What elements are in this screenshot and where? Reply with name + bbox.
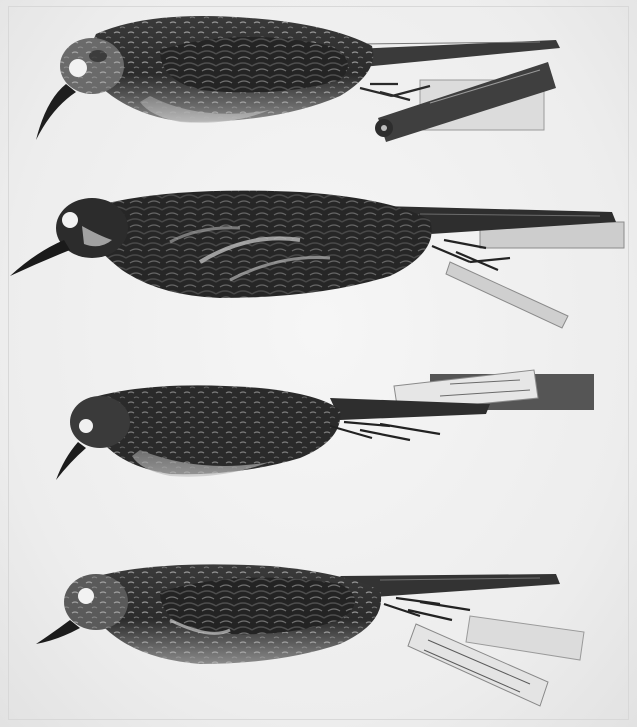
specimen-2: [10, 191, 624, 328]
specimen-4: [36, 564, 584, 706]
specimen-1: [36, 16, 560, 142]
specimen-1-tag: [375, 62, 556, 142]
specimen-3: [56, 370, 594, 480]
